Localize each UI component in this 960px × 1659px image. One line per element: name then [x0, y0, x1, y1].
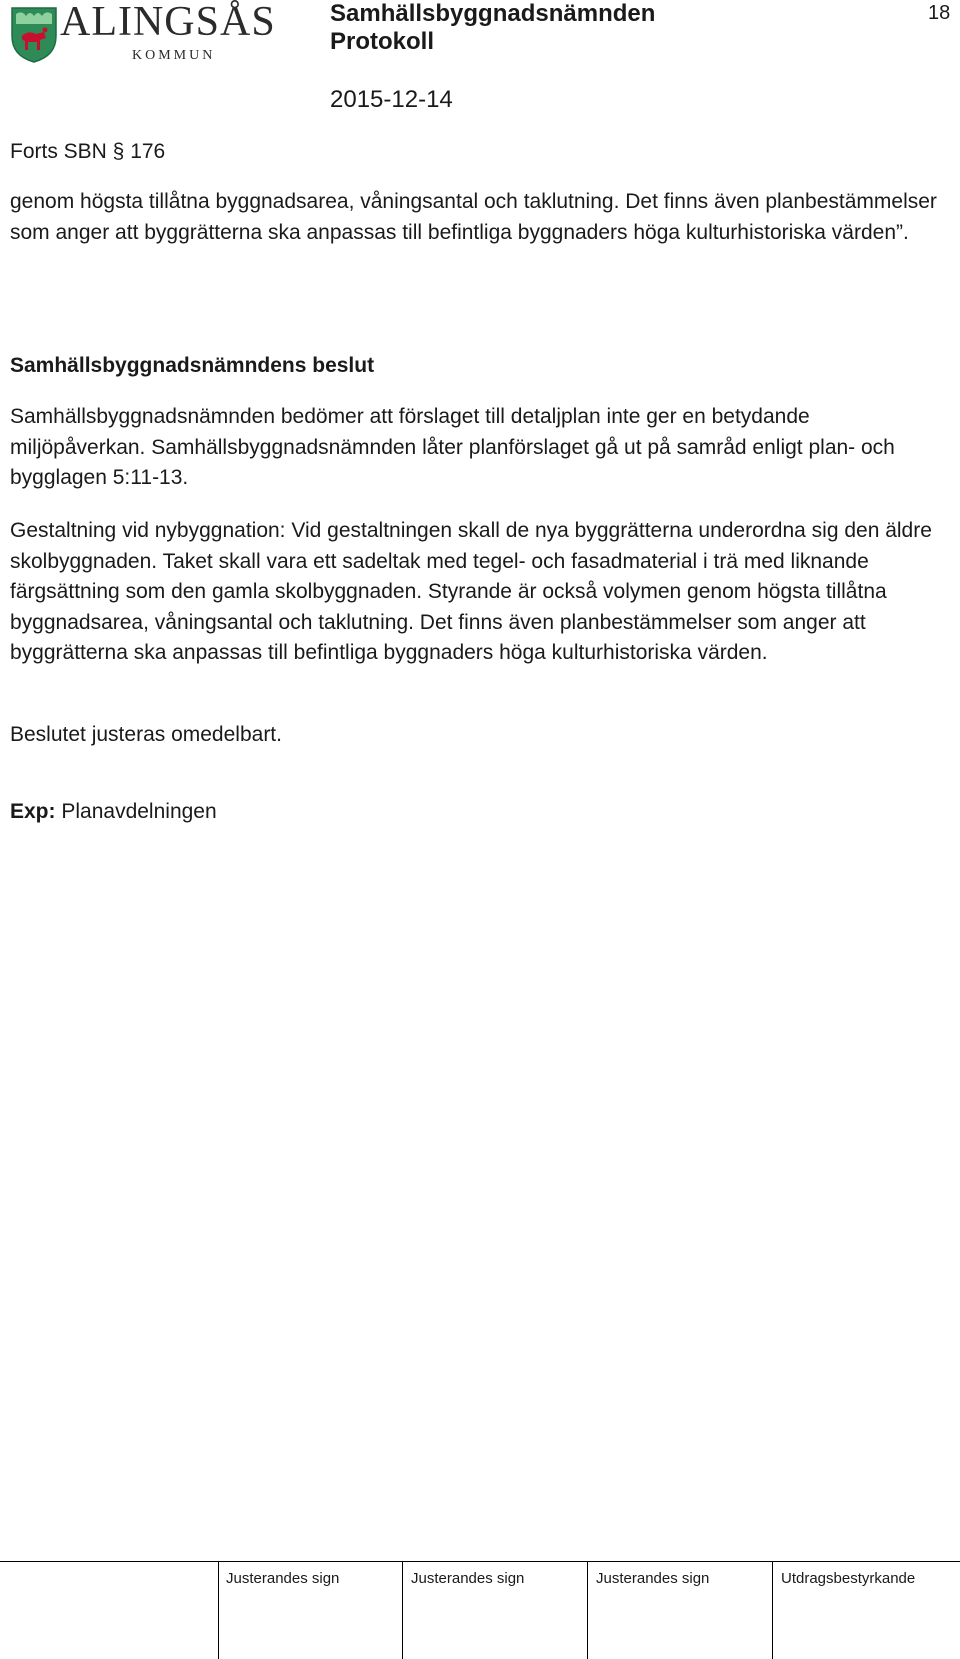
adjustment-statement: Beslutet justeras omedelbart. [10, 723, 282, 746]
section-reference: Forts SBN § 176 [10, 140, 166, 163]
footer-divider [0, 1561, 960, 1562]
page-number: 18 [928, 2, 951, 24]
signature-field-label: Justerandes sign [596, 1570, 710, 1587]
logo-subtitle: KOMMUN [132, 48, 216, 63]
organization-name: Samhällsbyggnadsnämnden [330, 0, 656, 27]
footer-column-divider [587, 1561, 588, 1659]
distribution-recipient: Planavdelningen [61, 800, 217, 823]
continued-paragraph: genom högsta tillåtna byggnadsarea, våningsantal och taklutning. Det finns även planbestämmelser som anger att byggrätterna ska anpassas till befintliga byggnaders höga kulturhistoriska värden”. [10, 190, 937, 244]
distribution-label: Exp: [10, 800, 56, 823]
certification-field-label: Utdragsbestyrkande [781, 1570, 916, 1587]
document-type: Protokoll [330, 28, 435, 55]
distribution-line [10, 800, 217, 824]
logo-wordmark: ALINGSÅS [60, 0, 276, 45]
signature-field-label: Justerandes sign [226, 1570, 340, 1587]
footer-column-divider [772, 1561, 773, 1659]
coat-of-arms-icon [10, 6, 58, 64]
document-date: 2015-12-14 [330, 86, 453, 113]
footer-column-divider [218, 1561, 219, 1659]
signature-field-label: Justerandes sign [411, 1570, 525, 1587]
municipality-logo [10, 0, 285, 70]
decision-heading: Samhällsbyggnadsnämndens beslut [10, 354, 375, 377]
design-paragraph: Gestaltning vid nybyggnation: Vid gestaltningen skall de nya byggrätterna underordna sig den äldre skolbyggnaden. Taket skall vara ett sadeltak med tegel- och fasadmaterial i trä med liknande färgsättning som den gamla skolbyggnaden. Styrande är också volymen genom högsta tillåtna byggnadsarea, våningsantal och taklutning. Det finns även planbestämmelser som anger att byggrätterna ska anpassas till befintliga byggnaders höga kulturhistoriska värden. [10, 519, 932, 664]
decision-paragraph: Samhällsbyggnadsnämnden bedömer att förslaget till detaljplan inte ger en betydande miljöpåverkan. Samhällsbyggnadsnämnden låter planförslaget gå ut på samråd enligt plan- och bygglagen 5:11-13. [10, 405, 895, 489]
footer-column-divider [402, 1561, 403, 1659]
